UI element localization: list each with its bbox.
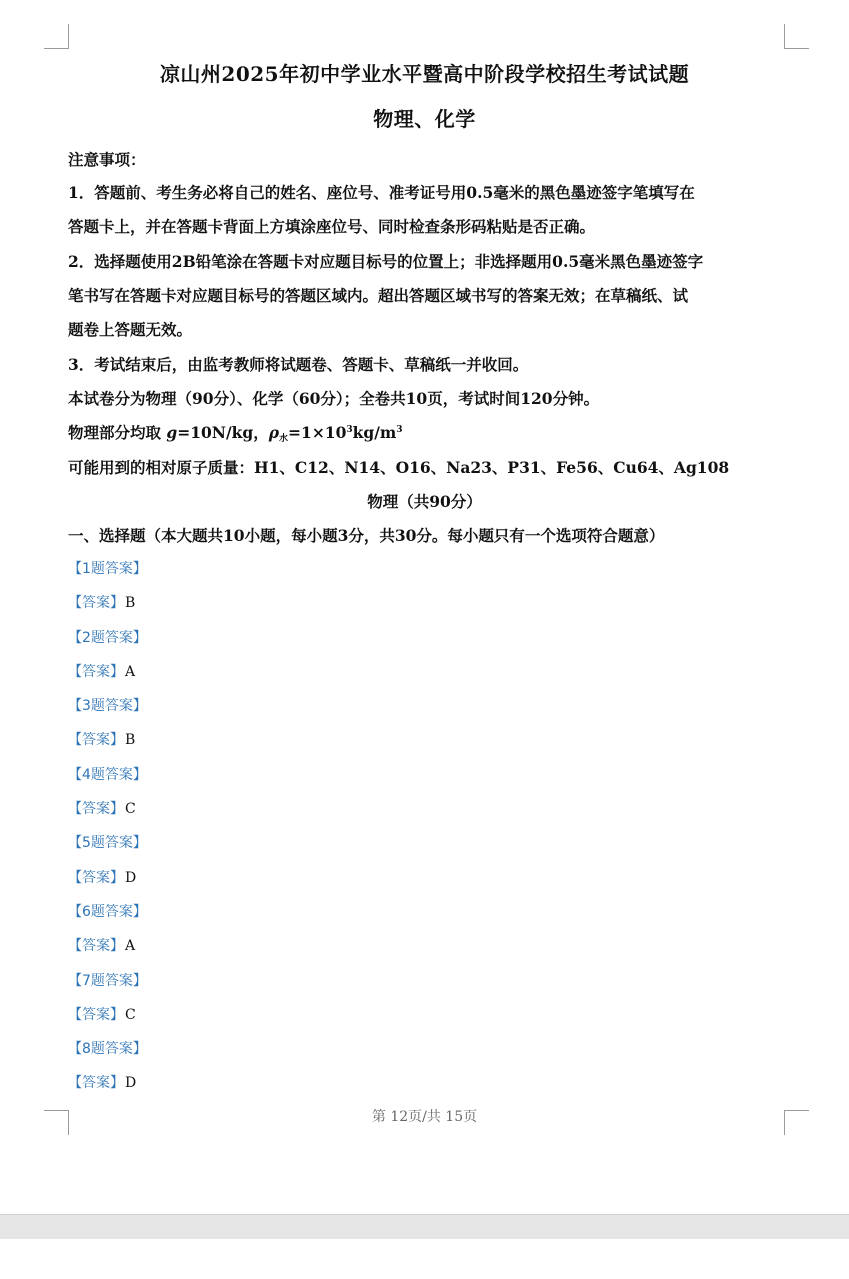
answer-heading-8: 【8题答案】 [68,1041,147,1058]
next-page [0,1239,849,1279]
answer-heading-6: 【6题答案】 [68,903,147,920]
answer-line-7: 【答案】C [68,1006,136,1023]
crop-mark-top-right [784,24,809,49]
notice-item-2-line-2: 笔书写在答题卡对应题目标号的答题区域内。超出答题区域书写的答案无效；在草稿纸、试 [68,286,689,305]
physics-constants [68,421,403,444]
notice-item-2-line-1: 2．选择题使用2B铅笔涂在答题卡对应题目标号的位置上；非选择题用0.5毫米黑色墨迹签字 [68,252,704,271]
notice-item-1-line-1: 1．答题前、考生务必将自己的姓名、座位号、准考证号用0.5毫米的黑色墨迹签字笔填写在 [68,183,695,202]
rho-subscript: 水 [279,434,289,444]
exam-subject: 物理、化学 [373,107,476,131]
answer-line-5: 【答案】D [68,869,137,886]
answer-line-4: 【答案】C [68,801,136,818]
notice-heading: 注意事项： [68,150,146,169]
exam-title: 凉山州2025年初中学业水平暨高中阶段学校招生考试试题 [159,62,690,86]
part1-heading: 一、选择题（本大题共10小题，每小题3分，共30分。每小题只有一个选项符合题意） [68,526,665,545]
page-separator [0,1214,849,1240]
answer-heading-5: 【5题答案】 [68,835,147,852]
answer-heading-1: 【1题答案】 [68,561,147,577]
page-footer: 第 12页/共 15页 [371,1109,478,1125]
rho-unit: kg/m [352,423,397,442]
crop-mark-top-left [44,24,69,49]
atomic-masses: 可能用到的相对原子质量：H1、C12、N14、O16、Na23、P31、Fe56、Cu64、Ag108 [68,458,730,477]
rho-symbol: ρ [268,423,280,442]
g-value: =10N/kg， [177,423,269,442]
exam-scores-info: 本试卷分为物理（90分）、化学（60分）；全卷共10页，考试时间120分钟。 [68,389,600,408]
notice-item-1-line-2: 答题卡上，并在答题卡背面上方填涂座位号、同时检查条形码粘贴是否正确。 [68,217,596,236]
rho-value: =1×10 [288,423,347,442]
answer-line-6: 【答案】A [68,938,136,955]
answer-list [68,558,468,1107]
answer-heading-4: 【4题答案】 [68,766,147,783]
notice-item-3: 3．考试结束后，由监考教师将试题卷、答题卡、草稿纸一并收回。 [68,355,529,374]
answer-heading-2: 【2题答案】 [68,629,147,646]
g-symbol: g [166,423,178,442]
answer-line-3: 【答案】B [68,732,136,749]
rho-unit-exponent: 3 [396,425,403,435]
section-title: 物理（共90分） [367,492,482,511]
answer-line-2: 【答案】A [68,663,136,680]
rho-exponent: 3 [346,425,353,435]
answer-heading-3: 【3题答案】 [68,698,147,715]
answer-line-8: 【答案】D [68,1075,137,1092]
answer-line-1: 【答案】B [68,595,136,612]
answer-heading-7: 【7题答案】 [68,972,147,989]
constants-prefix: 物理部分均取 [68,423,167,442]
notice-item-2-line-3: 题卷上答题无效。 [68,320,193,339]
